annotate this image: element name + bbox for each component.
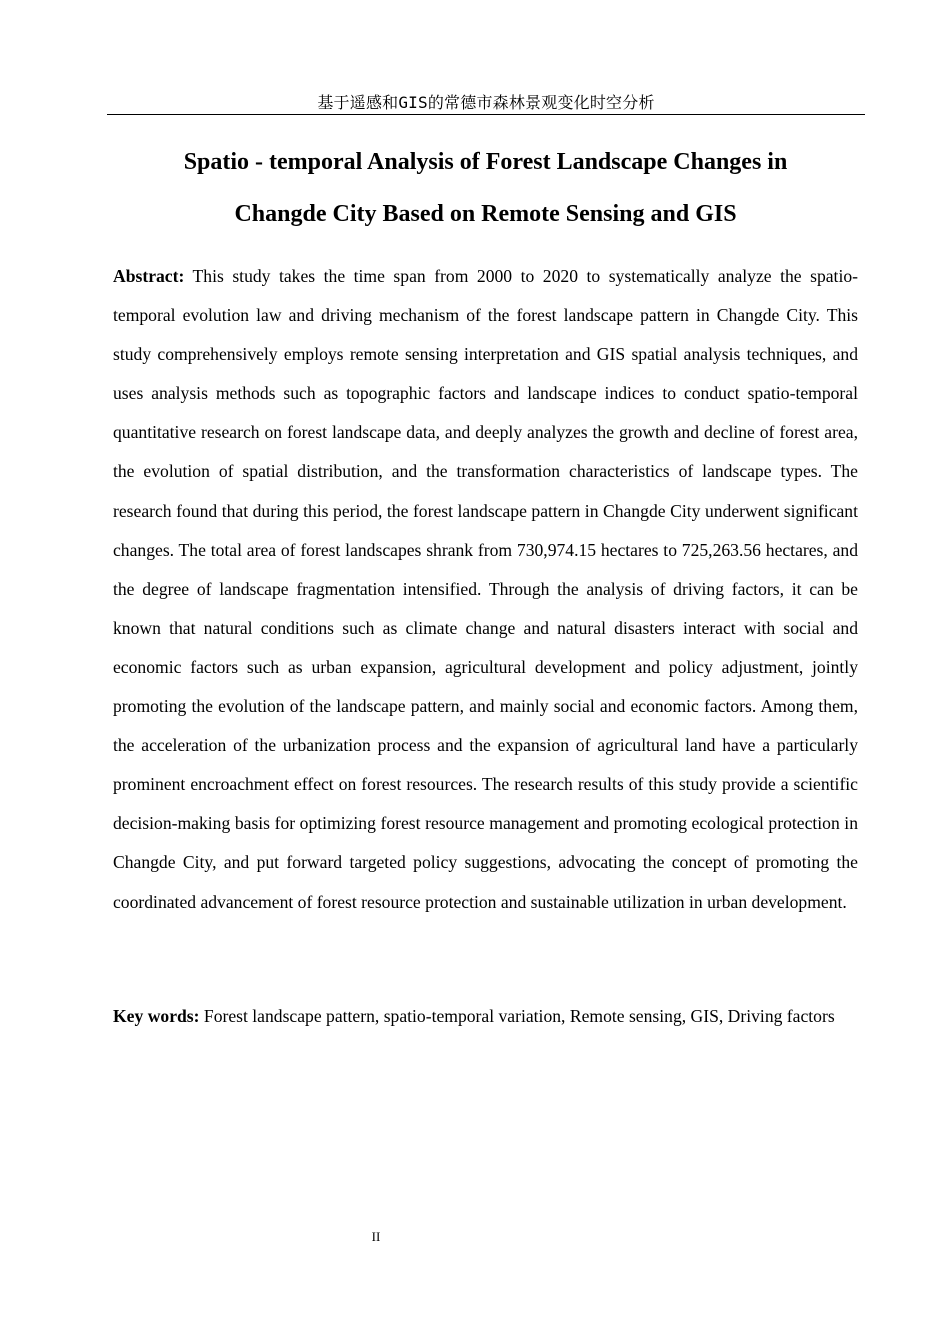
- abstract-text: This study takes the time span from 2000 to 2020 to systematically analyze the spatio-temporal evolution law and driving mechanism of the forest landscape pattern in Changde City. This study comprehensively employs remote sensing interpretation and GIS spatial analysis techniques, and uses analysis methods such as topographic factors and landscape indices to conduct spatio-temporal quantitative research on forest landscape data, and deeply analyzes the growth and decline of forest area, the evolution of spatial distribution, and the transformation characteristics of landscape types. The research found that during this period, the forest landscape pattern in Changde City underwent significant changes. The total area of forest landscapes shrank from 730,974.15 hectares to 725,263.56 hectares, and the degree of landscape fragmentation intensified. Through the analysis of driving factors, it can be known that natural conditions such as climate change and natural disasters interact with social and economic factors such as urban expansion, agricultural development and policy adjustment, jointly promoting the evolution of the landscape pattern, and mainly social and economic factors. Among them, the acceleration of the urbanization process and the expansion of agricultural land have a particularly prominent encroachment effect on forest resources. The research results of this study provide a scientific decision-making basis for optimizing forest resource management and promoting ecological protection in Changde City, and put forward targeted policy suggestions, advocating the concept of promoting the coordinated advancement of forest resource protection and sustainable utilization in urban development.: [113, 266, 858, 912]
- page-number: II: [371, 1229, 381, 1244]
- abstract-label: Abstract:: [113, 266, 185, 286]
- running-header: 基于遥感和GIS的常德市森林景观变化时空分析: [107, 92, 865, 115]
- abstract-paragraph: [113, 257, 858, 922]
- paper-title-line-1: Spatio - temporal Analysis of Forest Landscape Changes in: [183, 149, 788, 175]
- keywords-paragraph: [113, 997, 858, 1037]
- paper-title: [113, 136, 858, 240]
- keywords-text: Forest landscape pattern, spatio-temporal variation, Remote sensing, GIS, Driving factors: [203, 1006, 835, 1026]
- keywords-label: Key words:: [113, 1006, 200, 1026]
- paper-title-line-2: Changde City Based on Remote Sensing and GIS: [234, 201, 737, 227]
